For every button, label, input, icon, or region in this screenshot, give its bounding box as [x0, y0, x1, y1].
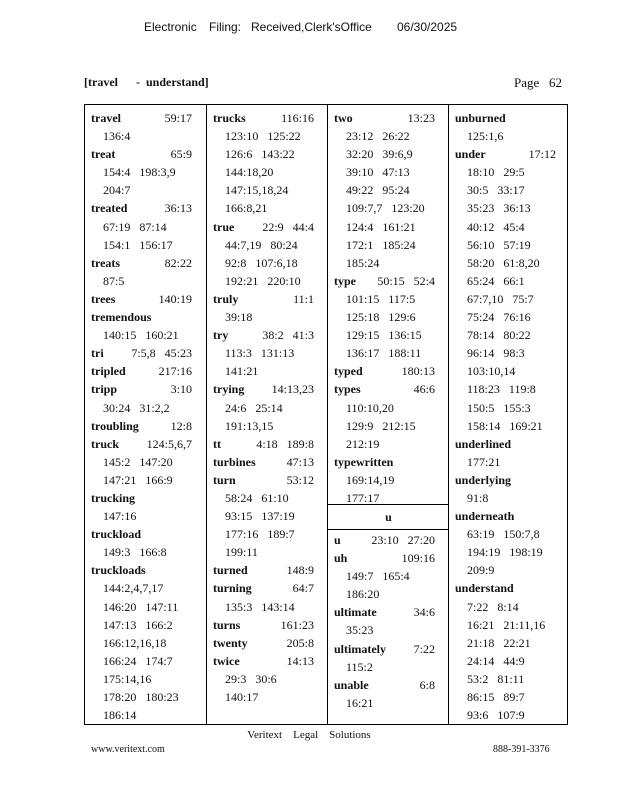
index-term: trying: [213, 382, 245, 397]
index-term: turns: [213, 617, 241, 632]
index-term-entry: [91, 109, 202, 127]
index-reference: 124:5,6,7: [146, 436, 192, 451]
index-reference-line: 78:14 80:22: [467, 328, 531, 343]
index-reference-line: 29:3 30:6: [225, 671, 277, 686]
index-reference: 205:8: [286, 635, 314, 650]
index-reference-line: 87:5: [103, 273, 125, 288]
index-term: truly: [213, 291, 239, 306]
index-reference-line: 7:22 8:14: [467, 599, 519, 614]
index-term-entry: [455, 435, 566, 453]
index-reference-line: 75:24 76:16: [467, 310, 531, 325]
index-reference-line: 67:19 87:14: [103, 219, 167, 234]
index-term: turn: [213, 472, 236, 487]
index-reference: 217:16: [158, 364, 192, 379]
index-reference-line: 101:15 117:5: [346, 291, 416, 306]
footer-website: www.veritext.com: [91, 744, 165, 755]
index-reference-line: 58:20 61:8,20: [467, 255, 540, 270]
index-reference-line: 125:1,6: [467, 129, 504, 144]
index-term-entry: [213, 616, 324, 634]
index-reference-line: 136:17 188:11: [346, 346, 422, 361]
index-reference-line: 194:19 198:19: [467, 545, 543, 560]
index-term: troubling: [91, 418, 139, 433]
index-reference: 38:2 41:3: [262, 328, 314, 343]
index-term: typewritten: [334, 454, 394, 469]
index-term-entry: [91, 489, 202, 507]
index-term-entry: [91, 417, 202, 435]
index-reference: 6:8: [419, 677, 435, 692]
index-reference-line: 103:10,14: [467, 364, 516, 379]
index-term: trees: [91, 291, 116, 306]
index-reference-line: 96:14 98:3: [467, 346, 525, 361]
index-reference-line: 147:13 166:2: [103, 617, 173, 632]
index-reference-line: 58:24 61:10: [225, 490, 289, 505]
index-reference: 65:9: [170, 147, 192, 162]
index-reference: 161:23: [280, 617, 314, 632]
index-reference-line: 63:19 150:7,8: [467, 527, 540, 542]
index-reference-line: 39:10 47:13: [346, 165, 410, 180]
index-term-entry: [213, 471, 324, 489]
index-term: underlying: [455, 472, 512, 487]
index-reference-line: 191:13,15: [225, 418, 274, 433]
index-term-entry: [91, 199, 202, 217]
index-reference: 180:13: [401, 364, 435, 379]
filing-label-filing: Filing:: [209, 20, 242, 34]
index-term-entry: [455, 507, 566, 525]
index-term-entry: [334, 362, 445, 380]
index-reference-line: 185:24: [346, 255, 380, 270]
index-reference: 3:10: [170, 382, 192, 397]
index-term-entry: [91, 254, 202, 272]
index-term-entry: [91, 308, 202, 326]
index-reference-line: 140:15 160:21: [103, 328, 179, 343]
index-term-entry: [455, 109, 566, 127]
index-reference-line: 136:4: [103, 129, 131, 144]
index-term-entry: [91, 561, 202, 579]
index-column-2: [206, 105, 328, 724]
index-reference-line: 40:12 45:4: [467, 219, 525, 234]
index-reference: 59:17: [164, 111, 192, 125]
index-column-4: [448, 105, 570, 724]
index-reference-line: 53:2 81:11: [467, 671, 525, 686]
index-reference-line: 150:5 155:3: [467, 400, 531, 415]
index-term: truckloads: [91, 563, 146, 578]
index-column-3: [327, 105, 449, 724]
index-reference: 11:1: [293, 291, 314, 306]
filing-date: 06/30/2025: [397, 20, 458, 34]
index-term: truck: [91, 436, 119, 451]
index-reference-line: 16:21 21:11,16: [467, 617, 546, 632]
index-reference-line: 212:19: [346, 436, 380, 451]
index-term-entry: [91, 380, 202, 398]
index-term-entry: [91, 145, 202, 163]
index-reference-line: 32:20 39:6,9: [346, 147, 413, 162]
index-reference-line: 49:22 95:24: [346, 183, 410, 198]
index-term-entry: [334, 453, 445, 471]
index-term-entry: [91, 344, 202, 362]
index-reference-line: 118:23 119:8: [467, 382, 536, 397]
index-reference-line: 199:11: [225, 545, 258, 560]
index-reference-line: 91:8: [467, 490, 489, 505]
index-reference-line: 56:10 57:19: [467, 237, 531, 252]
index-reference-line: 18:10 29:5: [467, 165, 525, 180]
index-reference-line: 204:7: [103, 183, 131, 198]
index-term-entry: [213, 561, 324, 579]
index-reference-line: 125:18 129:6: [346, 310, 416, 325]
index-reference-line: 147:21 166:9: [103, 472, 173, 487]
index-term-entry: [334, 603, 445, 621]
index-term-entry: [334, 676, 445, 694]
index-term-entry: [213, 652, 324, 670]
index-reference-line: 145:2 147:20: [103, 454, 173, 469]
index-reference-line: 209:9: [467, 563, 495, 578]
index-reference-line: 166:24 174:7: [103, 653, 173, 668]
index-reference-line: 24:6 25:14: [225, 400, 283, 415]
index-reference-line: 67:7,10 75:7: [467, 291, 534, 306]
index-reference-line: 115:2: [346, 659, 373, 674]
index-term-entry: [334, 272, 445, 290]
index-reference-line: 186:20: [346, 587, 380, 602]
index-term-entry: [213, 579, 324, 597]
index-term-entry: [334, 531, 445, 549]
index-term-entry: [91, 435, 202, 453]
index-reference-line: 154:1 156:17: [103, 237, 173, 252]
index-term: travel: [91, 111, 121, 125]
index-reference-line: 93:6 107:9: [467, 708, 525, 723]
index-reference-line: 141:21: [225, 364, 259, 379]
index-reference-line: 35:23: [346, 623, 374, 638]
index-reference: 50:15 52:4: [377, 273, 435, 288]
index-reference-line: 166:8,21: [225, 201, 268, 216]
index-term: unburned: [455, 111, 506, 125]
index-reference: 4:18 189:8: [256, 436, 314, 451]
index-reference: 7:5,8 45:23: [131, 346, 192, 361]
index-reference-line: 30:5 33:17: [467, 183, 525, 198]
index-reference: 14:13,23: [271, 382, 314, 397]
index-reference: 36:13: [164, 201, 192, 216]
index-reference-line: 21:18 22:21: [467, 635, 531, 650]
index-reference-line: 149:3 166:8: [103, 545, 167, 560]
index-reference-line: 192:21 220:10: [225, 273, 301, 288]
index-reference-line: 129:9 212:15: [346, 418, 416, 433]
index-reference-line: 140:17: [225, 690, 259, 704]
index-term-entry: [334, 109, 445, 127]
index-reference: 47:13: [286, 454, 314, 469]
index-reference: 116:16: [281, 111, 314, 125]
index-term: try: [213, 328, 229, 343]
index-reference: 140:19: [158, 291, 192, 306]
index-reference-line: 23:12 26:22: [346, 129, 410, 144]
index-reference-line: 16:21: [346, 695, 374, 710]
index-term-entry: [213, 218, 324, 236]
index-reference-line: 169:14,19: [346, 472, 395, 487]
index-term: truckload: [91, 527, 142, 542]
index-term-entry: [334, 380, 445, 398]
index-reference-line: 65:24 66:1: [467, 273, 525, 288]
index-term-entry: [91, 362, 202, 380]
index-term: uh: [334, 551, 348, 566]
index-term-entry: [334, 549, 445, 567]
index-reference: 13:23: [407, 111, 435, 125]
index-term: turning: [213, 581, 252, 596]
index-term-entry: [455, 471, 566, 489]
index-term: tremendous: [91, 310, 152, 325]
index-term: underlined: [455, 436, 512, 451]
index-term-entry: [455, 145, 566, 163]
index-term: treat: [91, 147, 116, 162]
index-reference: 12:8: [170, 418, 192, 433]
index-reference-line: 158:14 169:21: [467, 418, 543, 433]
index-reference-line: 177:21: [467, 454, 501, 469]
index-term-entry: [213, 109, 324, 127]
index-reference: 148:9: [286, 563, 314, 578]
index-term: understand: [455, 581, 514, 596]
index-reference-line: 149:7 165:4: [346, 569, 410, 584]
index-reference: 23:10 27:20: [371, 533, 435, 547]
index-reference-line: 24:14 44:9: [467, 653, 525, 668]
index-term: underneath: [455, 509, 515, 524]
index-term-entry: [213, 290, 324, 308]
index-term-entry: [213, 326, 324, 344]
index-term: two: [334, 111, 353, 125]
index-term-entry: [213, 634, 324, 652]
index-term: unable: [334, 677, 369, 692]
index-reference: 7:22: [413, 641, 435, 656]
index-term: ultimate: [334, 605, 377, 620]
index-term: turbines: [213, 454, 256, 469]
index-reference: 17:12: [528, 147, 556, 162]
index-term-entry: [213, 435, 324, 453]
index-reference-line: 39:18: [225, 310, 253, 325]
index-term-entry: [455, 579, 566, 597]
index-term: types: [334, 382, 361, 397]
index-term: true: [213, 219, 235, 234]
index-reference: 14:13: [286, 653, 314, 668]
index-column-1: [85, 105, 206, 724]
index-term: under: [455, 147, 486, 162]
index-term: typed: [334, 364, 363, 379]
index-reference-line: 126:6 143:22: [225, 147, 295, 162]
index-term: twenty: [213, 635, 248, 650]
index-reference: 64:7: [292, 581, 314, 596]
index-reference-line: 129:15 136:15: [346, 328, 422, 343]
index-reference-line: 124:4 161:21: [346, 219, 416, 234]
index-reference-line: 35:23 36:13: [467, 201, 531, 216]
index-term-entry: [334, 640, 445, 658]
index-reference-line: 154:4 198:3,9: [103, 165, 176, 180]
filing-label-received: Received,Clerk'sOffice: [251, 20, 372, 34]
index-reference-line: 86:15 89:7: [467, 690, 525, 704]
index-range: [travel - understand]: [84, 75, 209, 89]
index-reference-line: 178:20 180:23: [103, 690, 179, 704]
filing-label-electronic: Electronic: [144, 20, 197, 34]
index-term: tripled: [91, 364, 126, 379]
index-term: treated: [91, 201, 128, 216]
footer-phone: 888-391-3376: [493, 744, 550, 755]
index-reference-line: 175:14,16: [103, 671, 152, 686]
word-index-grid: [84, 104, 568, 725]
index-reference: 22:9 44:4: [262, 219, 314, 234]
index-term: trucking: [91, 490, 136, 505]
index-reference: 82:22: [164, 255, 192, 270]
index-reference-line: 186:14: [103, 708, 137, 723]
index-term: turned: [213, 563, 248, 578]
index-reference-line: 135:3 143:14: [225, 599, 295, 614]
index-reference-line: 147:16: [103, 509, 137, 524]
index-reference-line: 144:18,20: [225, 165, 274, 180]
index-reference-line: 177:16 189:7: [225, 527, 295, 542]
index-reference-line: 30:24 31:2,2: [103, 400, 170, 415]
index-term: tripp: [91, 382, 118, 397]
index-reference-line: 113:3 131:13: [225, 346, 295, 361]
index-reference-line: 166:12,16,18: [103, 635, 167, 650]
index-term: tri: [91, 346, 104, 361]
index-reference-line: 92:8 107:6,18: [225, 255, 298, 270]
index-term-entry: [91, 525, 202, 543]
page-number: Page 62: [514, 75, 563, 90]
section-letter-heading: u: [328, 504, 449, 530]
index-reference-line: 123:10 125:22: [225, 129, 301, 144]
index-reference: 46:6: [413, 382, 435, 397]
index-reference-line: 44:7,19 80:24: [225, 237, 298, 252]
index-reference-line: 147:15,18,24: [225, 183, 289, 198]
index-term: trucks: [213, 111, 246, 125]
index-reference-line: 172:1 185:24: [346, 237, 416, 252]
index-term: twice: [213, 653, 240, 668]
index-reference-line: 93:15 137:19: [225, 509, 295, 524]
index-reference-line: 144:2,4,7,17: [103, 581, 164, 596]
index-term: treats: [91, 255, 121, 270]
index-reference: 34:6: [413, 605, 435, 620]
index-term-entry: [213, 380, 324, 398]
index-reference-line: 146:20 147:11: [103, 599, 179, 614]
index-term: tt: [213, 436, 221, 451]
index-reference-line: 110:10,20: [346, 400, 394, 415]
index-term-entry: [213, 453, 324, 471]
index-reference: 53:12: [286, 472, 314, 487]
index-term: u: [334, 533, 341, 547]
footer-company: Veritext Legal Solutions: [247, 729, 371, 741]
index-term: ultimately: [334, 641, 386, 656]
index-term-entry: [91, 290, 202, 308]
index-term: type: [334, 273, 356, 288]
index-reference-line: 109:7,7 123:20: [346, 201, 425, 216]
index-reference: 109:16: [401, 551, 435, 566]
index-reference-line: 177:17: [346, 490, 380, 505]
